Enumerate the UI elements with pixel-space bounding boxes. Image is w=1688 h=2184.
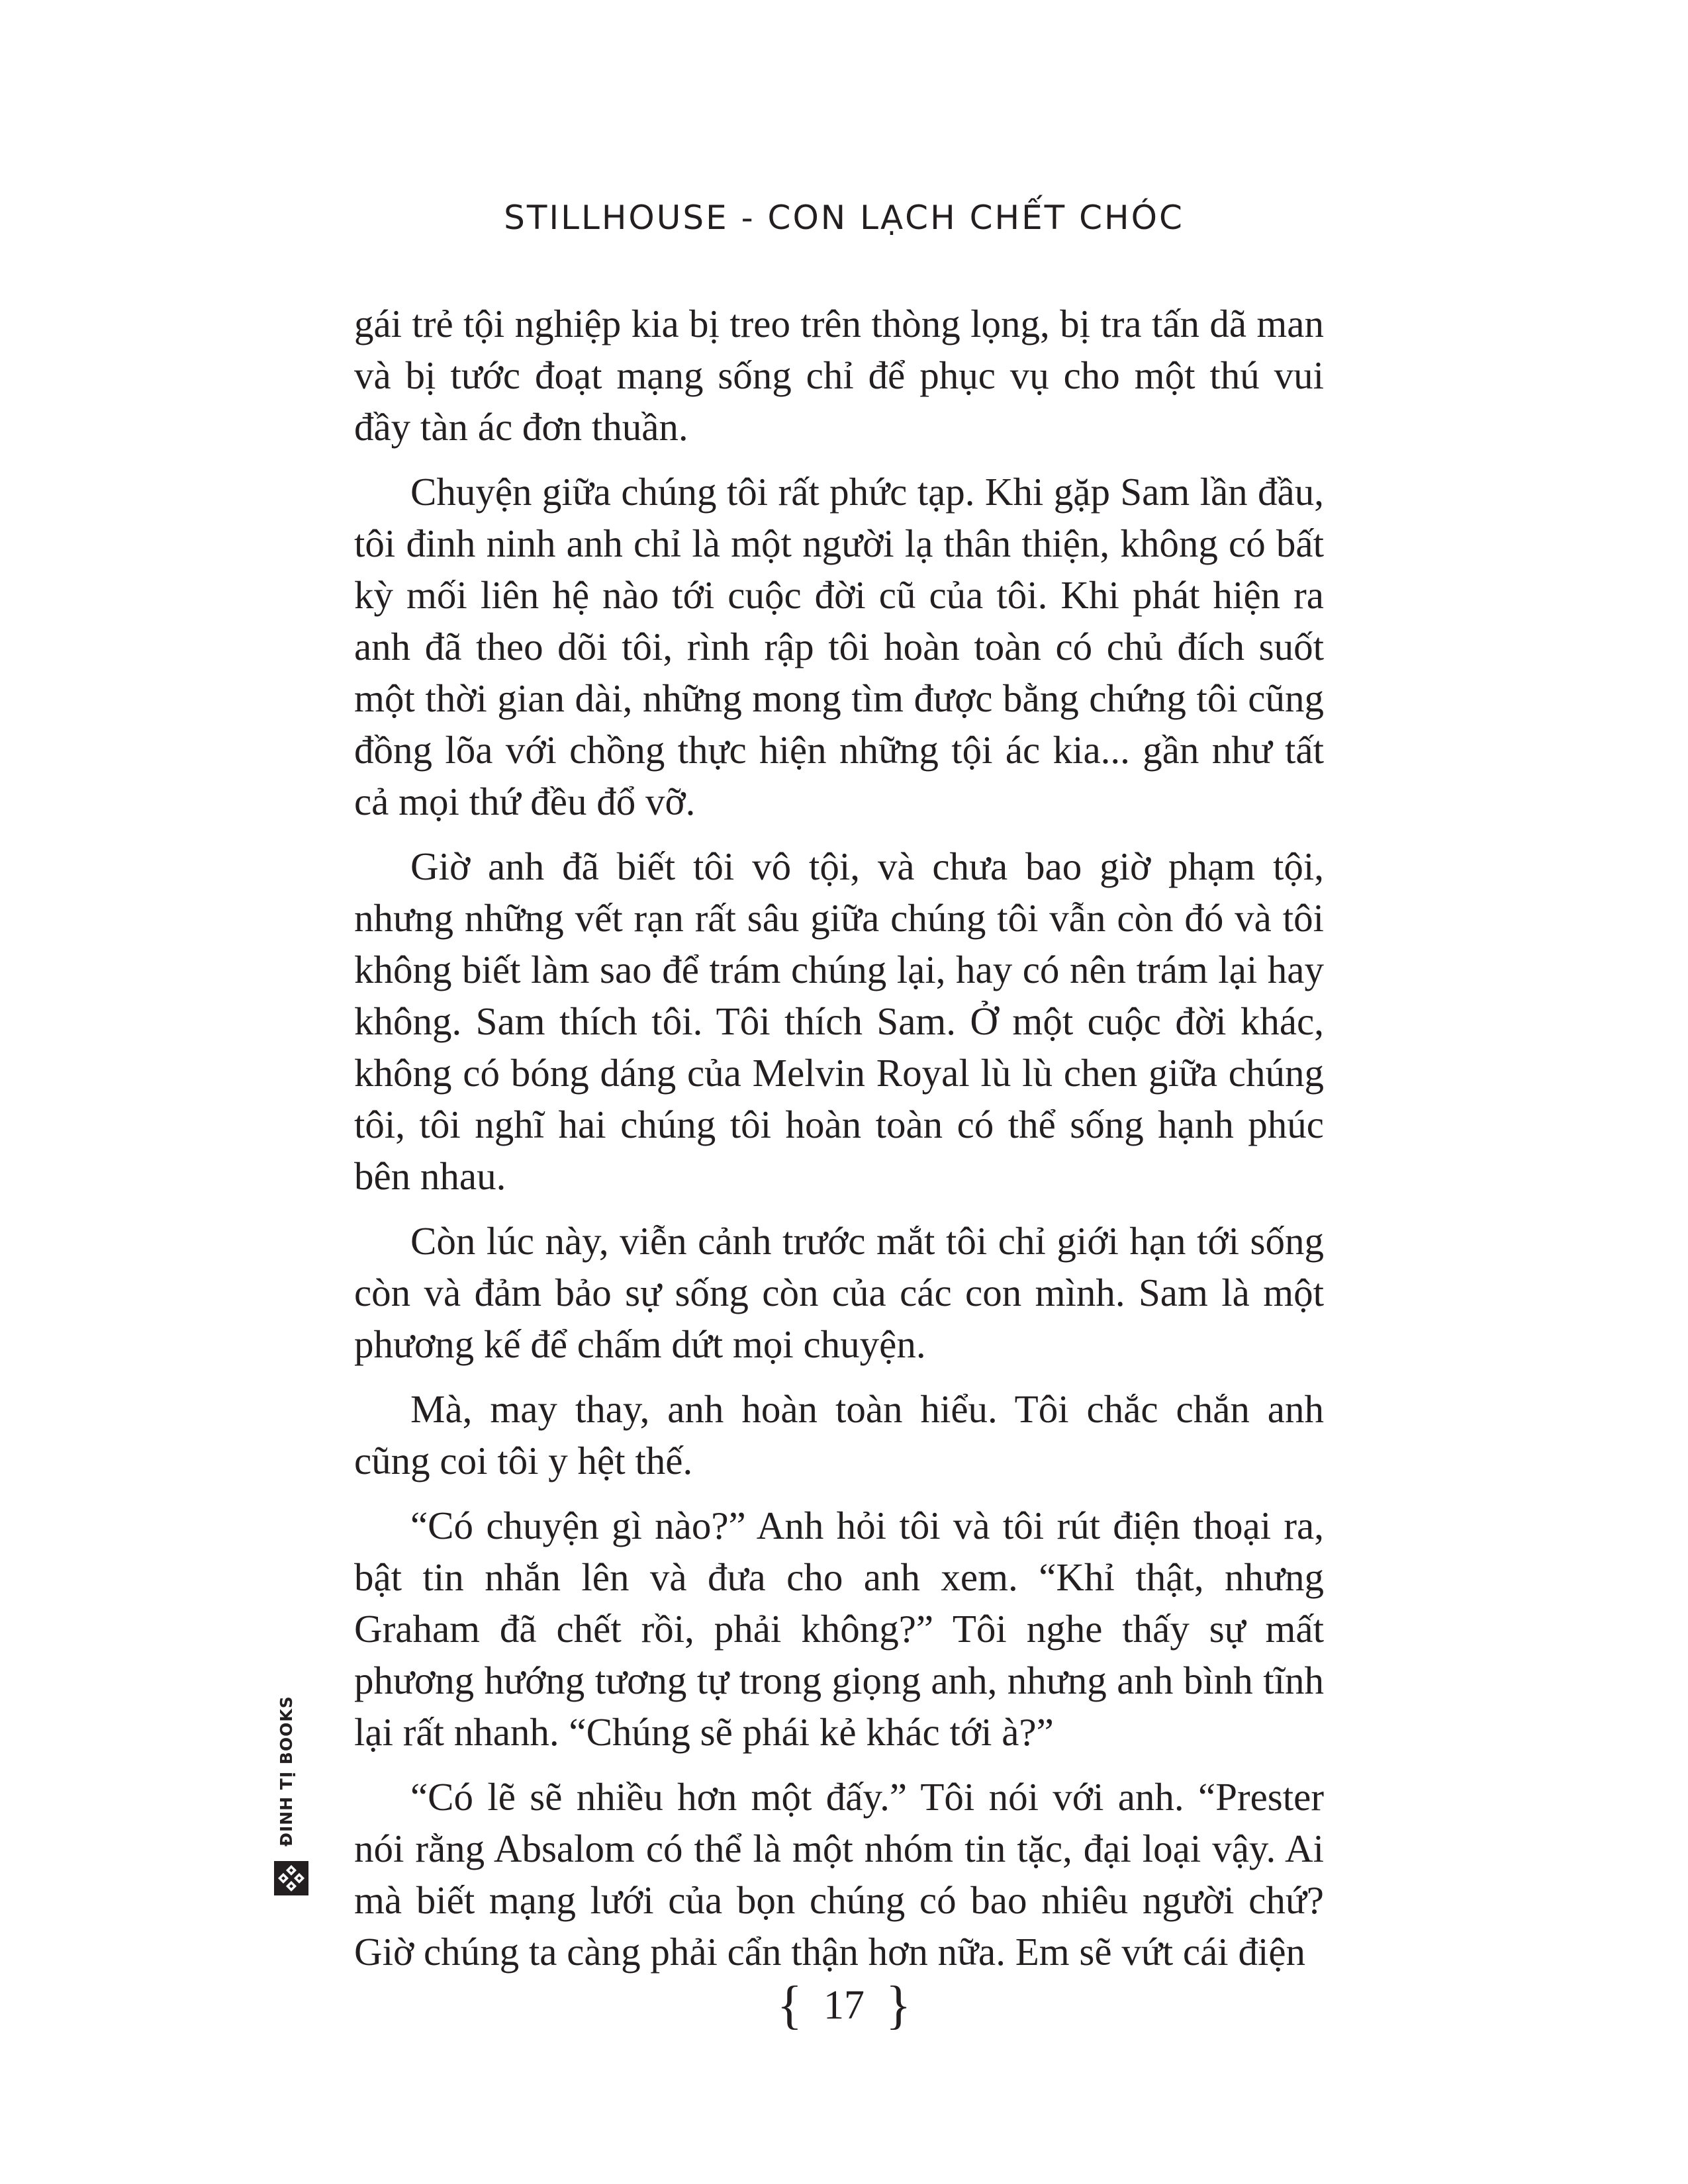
right-brace-icon: } <box>886 1976 912 2034</box>
paragraph: “Có chuyện gì nào?” Anh hỏi tôi và tôi rút điện thoại ra, bật tin nhắn lên và đưa cho anh xem. “Khỉ thật, nhưng Graham đã chết rồi, phải không?” Tôi nghe thấy sự mất phương hướng tương tự trong giọng anh, nhưng anh bình tĩnh lại rất nhanh. “Chúng sẽ phái kẻ khác tới à?” <box>354 1504 1324 1754</box>
publisher-logo-icon <box>274 1861 308 1895</box>
page-number <box>0 1976 1688 2036</box>
paragraph: Chuyện giữa chúng tôi rất phức tạp. Khi gặp Sam lần đầu, tôi đinh ninh anh chỉ là một người lạ thân thiện, không có bất kỳ mối liên hệ nào tới cuộc đời cũ của tôi. Khi phát hiện ra anh đã theo dõi tôi, rình rập tôi hoàn toàn có chủ đích suốt một thời gian dài, những mong tìm được bằng chứng tôi cũng đồng lõa với chồng thực hiện những tội ác kia... gần như tất cả mọi thứ đều đổ vỡ. <box>354 470 1324 823</box>
page-number-value: 17 <box>823 1983 865 2028</box>
paragraph: “Có lẽ sẽ nhiều hơn một đấy.” Tôi nói với anh. “Prester nói rằng Absalom có thể là một nhóm tin tặc, đại loại vậy. Ai mà biết mạng lưới của bọn chúng có bao nhiêu người chứ? Giờ chúng ta càng phải cẩn thận hơn nữa. Em sẽ vứt cái điện <box>354 1775 1324 1974</box>
paragraph: gái trẻ tội nghiệp kia bị treo trên thòng lọng, bị tra tấn dã man và bị tước đoạt mạng sống chỉ để phục vụ cho một thú vui đầy tàn ác đơn thuần. <box>354 302 1324 449</box>
publisher-name: ĐINH TỊ BOOKS <box>277 1696 296 1846</box>
running-header: STILLHOUSE - CON LẠCH CHẾT CHÓC <box>504 199 1184 237</box>
paragraph: Còn lúc này, viễn cảnh trước mắt tôi chỉ giới hạn tới sống còn và đảm bảo sự sống còn của các con mình. Sam là một phương kế để chấm dứt mọi chuyện. <box>354 1219 1324 1366</box>
paragraph: Giờ anh đã biết tôi vô tội, và chưa bao giờ phạm tội, nhưng những vết rạn rất sâu giữa chúng tôi vẫn còn đó và tôi không biết làm sao để trám chúng lại, hay có nên trám lại hay không. Sam thích tôi. Tôi thích Sam. Ở một cuộc đời khác, không có bóng dáng của Melvin Royal lù lù chen giữa chúng tôi, tôi nghĩ hai chúng tôi hoàn toàn có thể sống hạnh phúc bên nhau. <box>354 844 1324 1198</box>
paragraph: Mà, may thay, anh hoàn toàn hiểu. Tôi chắc chắn anh cũng coi tôi y hệt thế. <box>354 1387 1324 1482</box>
body-text <box>354 298 1324 1991</box>
left-brace-icon: { <box>776 1976 802 2034</box>
